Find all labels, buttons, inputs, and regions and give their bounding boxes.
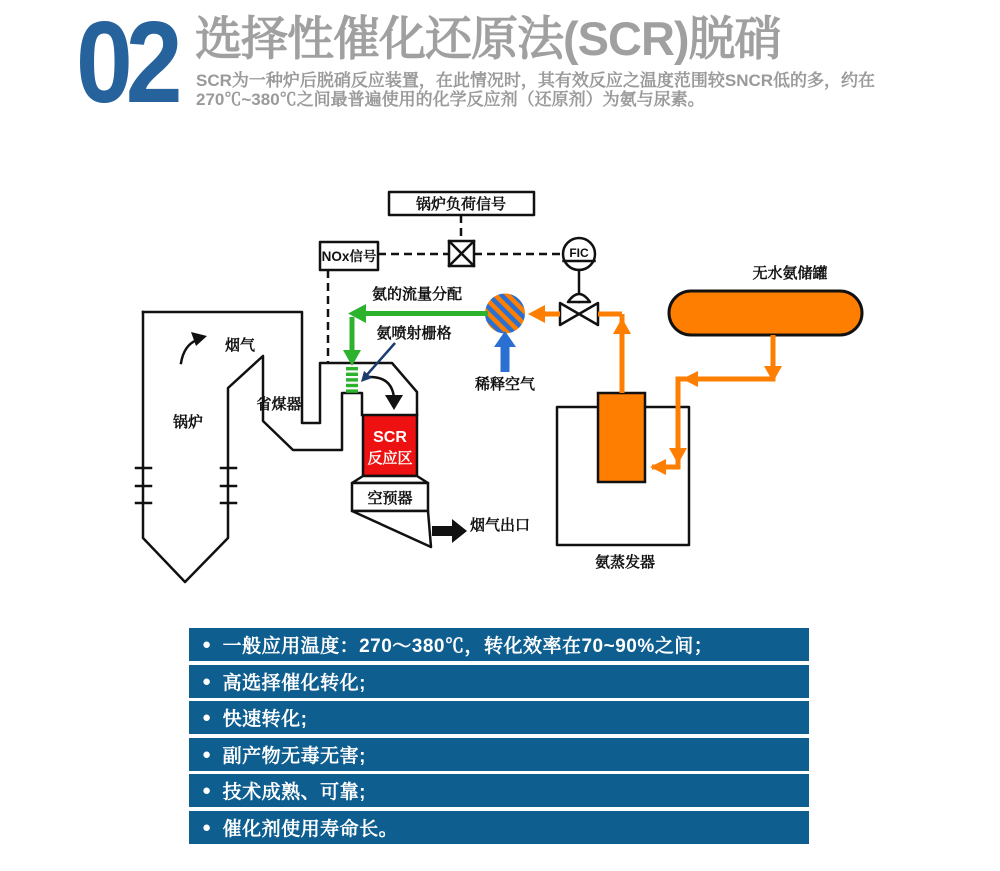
air-preheater-box (352, 476, 431, 547)
label-injection-grid: 氨喷射栅格 (376, 325, 452, 342)
label-air-preheater: 空预器 (367, 490, 413, 507)
label-economizer: 省煤器 (256, 396, 302, 413)
bullet-icon: ● (202, 782, 212, 799)
bullet-icon: ● (202, 636, 212, 653)
nox-signal-box (320, 242, 378, 270)
list-item-text: 高选择催化转化; (222, 672, 366, 694)
list-item (189, 811, 809, 844)
list-item-text: 一般应用温度：270～380℃，转化效率在70~90%之间； (222, 636, 714, 657)
label-fic: FIC (569, 246, 589, 260)
label-scr: SCR (373, 429, 407, 446)
fic-instrument (563, 238, 595, 270)
label-boiler-load-signal: 锅炉负荷信号 (415, 196, 507, 213)
page-subtitle: SCR为一种炉后脱硝反应装置，在此情况时，其有效反应之温度范围较SNCR低的多，约在270℃~380℃之间最普遍使用的化学反应剂（还原剂）为氨与尿素。 (196, 71, 876, 109)
control-valve (560, 270, 598, 325)
label-flue-outlet: 烟气出口 (469, 517, 531, 534)
ammonia-evaporator (557, 393, 689, 571)
list-item (189, 628, 809, 661)
label-ammonia-flow: 氨的流量分配 (371, 286, 463, 303)
list-item-text: 快速转化; (222, 709, 308, 730)
bullet-icon: ● (202, 745, 212, 763)
injection-grid (346, 367, 358, 393)
flue-outlet-arrow-icon (432, 519, 467, 543)
label-ammonia-evaporator: 氨蒸发器 (594, 554, 656, 571)
list-item-text: 催化剂使用寿命长。 (222, 818, 399, 840)
feature-list (189, 628, 809, 847)
boiler-load-signal-box (389, 192, 534, 215)
boiler-ticks (136, 468, 236, 503)
bullet-icon: ● (202, 672, 212, 690)
list-item (189, 665, 809, 698)
dilution-air-arrow-icon (494, 331, 516, 372)
list-item (189, 701, 809, 734)
bullet-icon: ● (202, 709, 212, 726)
label-scr-zone: 反应区 (367, 450, 413, 467)
mixer (485, 294, 525, 334)
label-boiler: 锅炉 (172, 414, 204, 431)
label-ammonia-tank: 无水氨储罐 (752, 265, 828, 282)
scr-inlet-arrow-icon (370, 377, 403, 410)
list-item-text: 技术成熟、可靠; (222, 782, 366, 803)
list-item-text: 副产物无毒无害; (222, 745, 366, 767)
page-title: 选择性催化还原法(SCR)脱硝 (195, 12, 781, 65)
label-nox-signal: NOx信号 (321, 249, 377, 264)
scr-reactor-box (363, 415, 417, 476)
list-item (189, 774, 809, 807)
label-flue-gas: 烟气 (224, 337, 256, 354)
section-number: 02 (76, 0, 176, 127)
multiplier-box (449, 241, 474, 266)
list-item (189, 738, 809, 771)
ammonia-tank (669, 264, 862, 335)
flue-gas-arrow-icon (181, 332, 207, 363)
label-dilution-air: 稀释空气 (474, 376, 536, 393)
bullet-icon: ● (202, 818, 212, 836)
